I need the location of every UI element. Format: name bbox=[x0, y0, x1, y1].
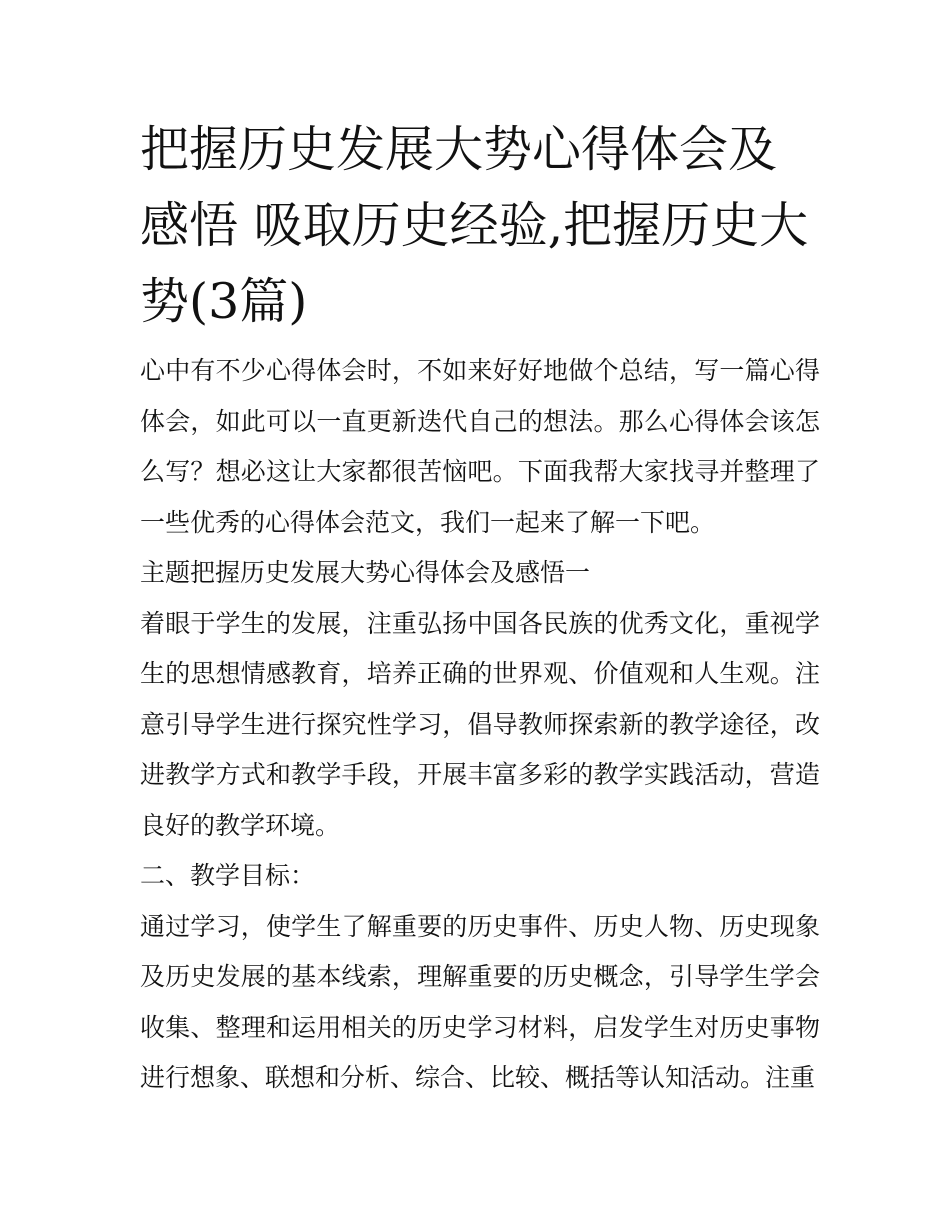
document-page bbox=[140, 112, 820, 1104]
document-title: 把握历史发展大势心得体会及感悟 吸取历史经验,把握历史大势(3篇) bbox=[140, 121, 809, 330]
body-paragraph-2: 通过学习，使学生了解重要的历史事件、历史人物、历史现象及历史发展的基本线索，理解重要的历史概念，引导学生学会收集、整理和运用相关的历史学习材料，启发学生对历史事物进行想象、联想和分析、综合、比较、概括等认知活动。注重 bbox=[140, 911, 820, 1092]
body-paragraph-1: 着眼于学生的发展，注重弘扬中国各民族的优秀文化，重视学生的思想情感教育，培养正确的世界观、价值观和人生观。注意引导学生进行探究性学习，倡导教师探索新的教学途径，改进教学方式和教学手段，开展丰富多彩的教学实践活动，营造良好的教学环境。 bbox=[140, 608, 820, 840]
section-heading-2: 二、教学目标： bbox=[140, 861, 316, 890]
intro-paragraph: 心中有不少心得体会时，不如来好好地做个总结，写一篇心得体会，如此可以一直更新迭代自己的想法。那么心得体会该怎么写？想必这让大家都很苦恼吧。下面我帮大家找寻并整理了一些优秀的心得体会范文，我们一起来了解一下吧。 bbox=[140, 356, 820, 537]
section-heading-1: 主题把握历史发展大势心得体会及感悟一 bbox=[140, 558, 591, 587]
